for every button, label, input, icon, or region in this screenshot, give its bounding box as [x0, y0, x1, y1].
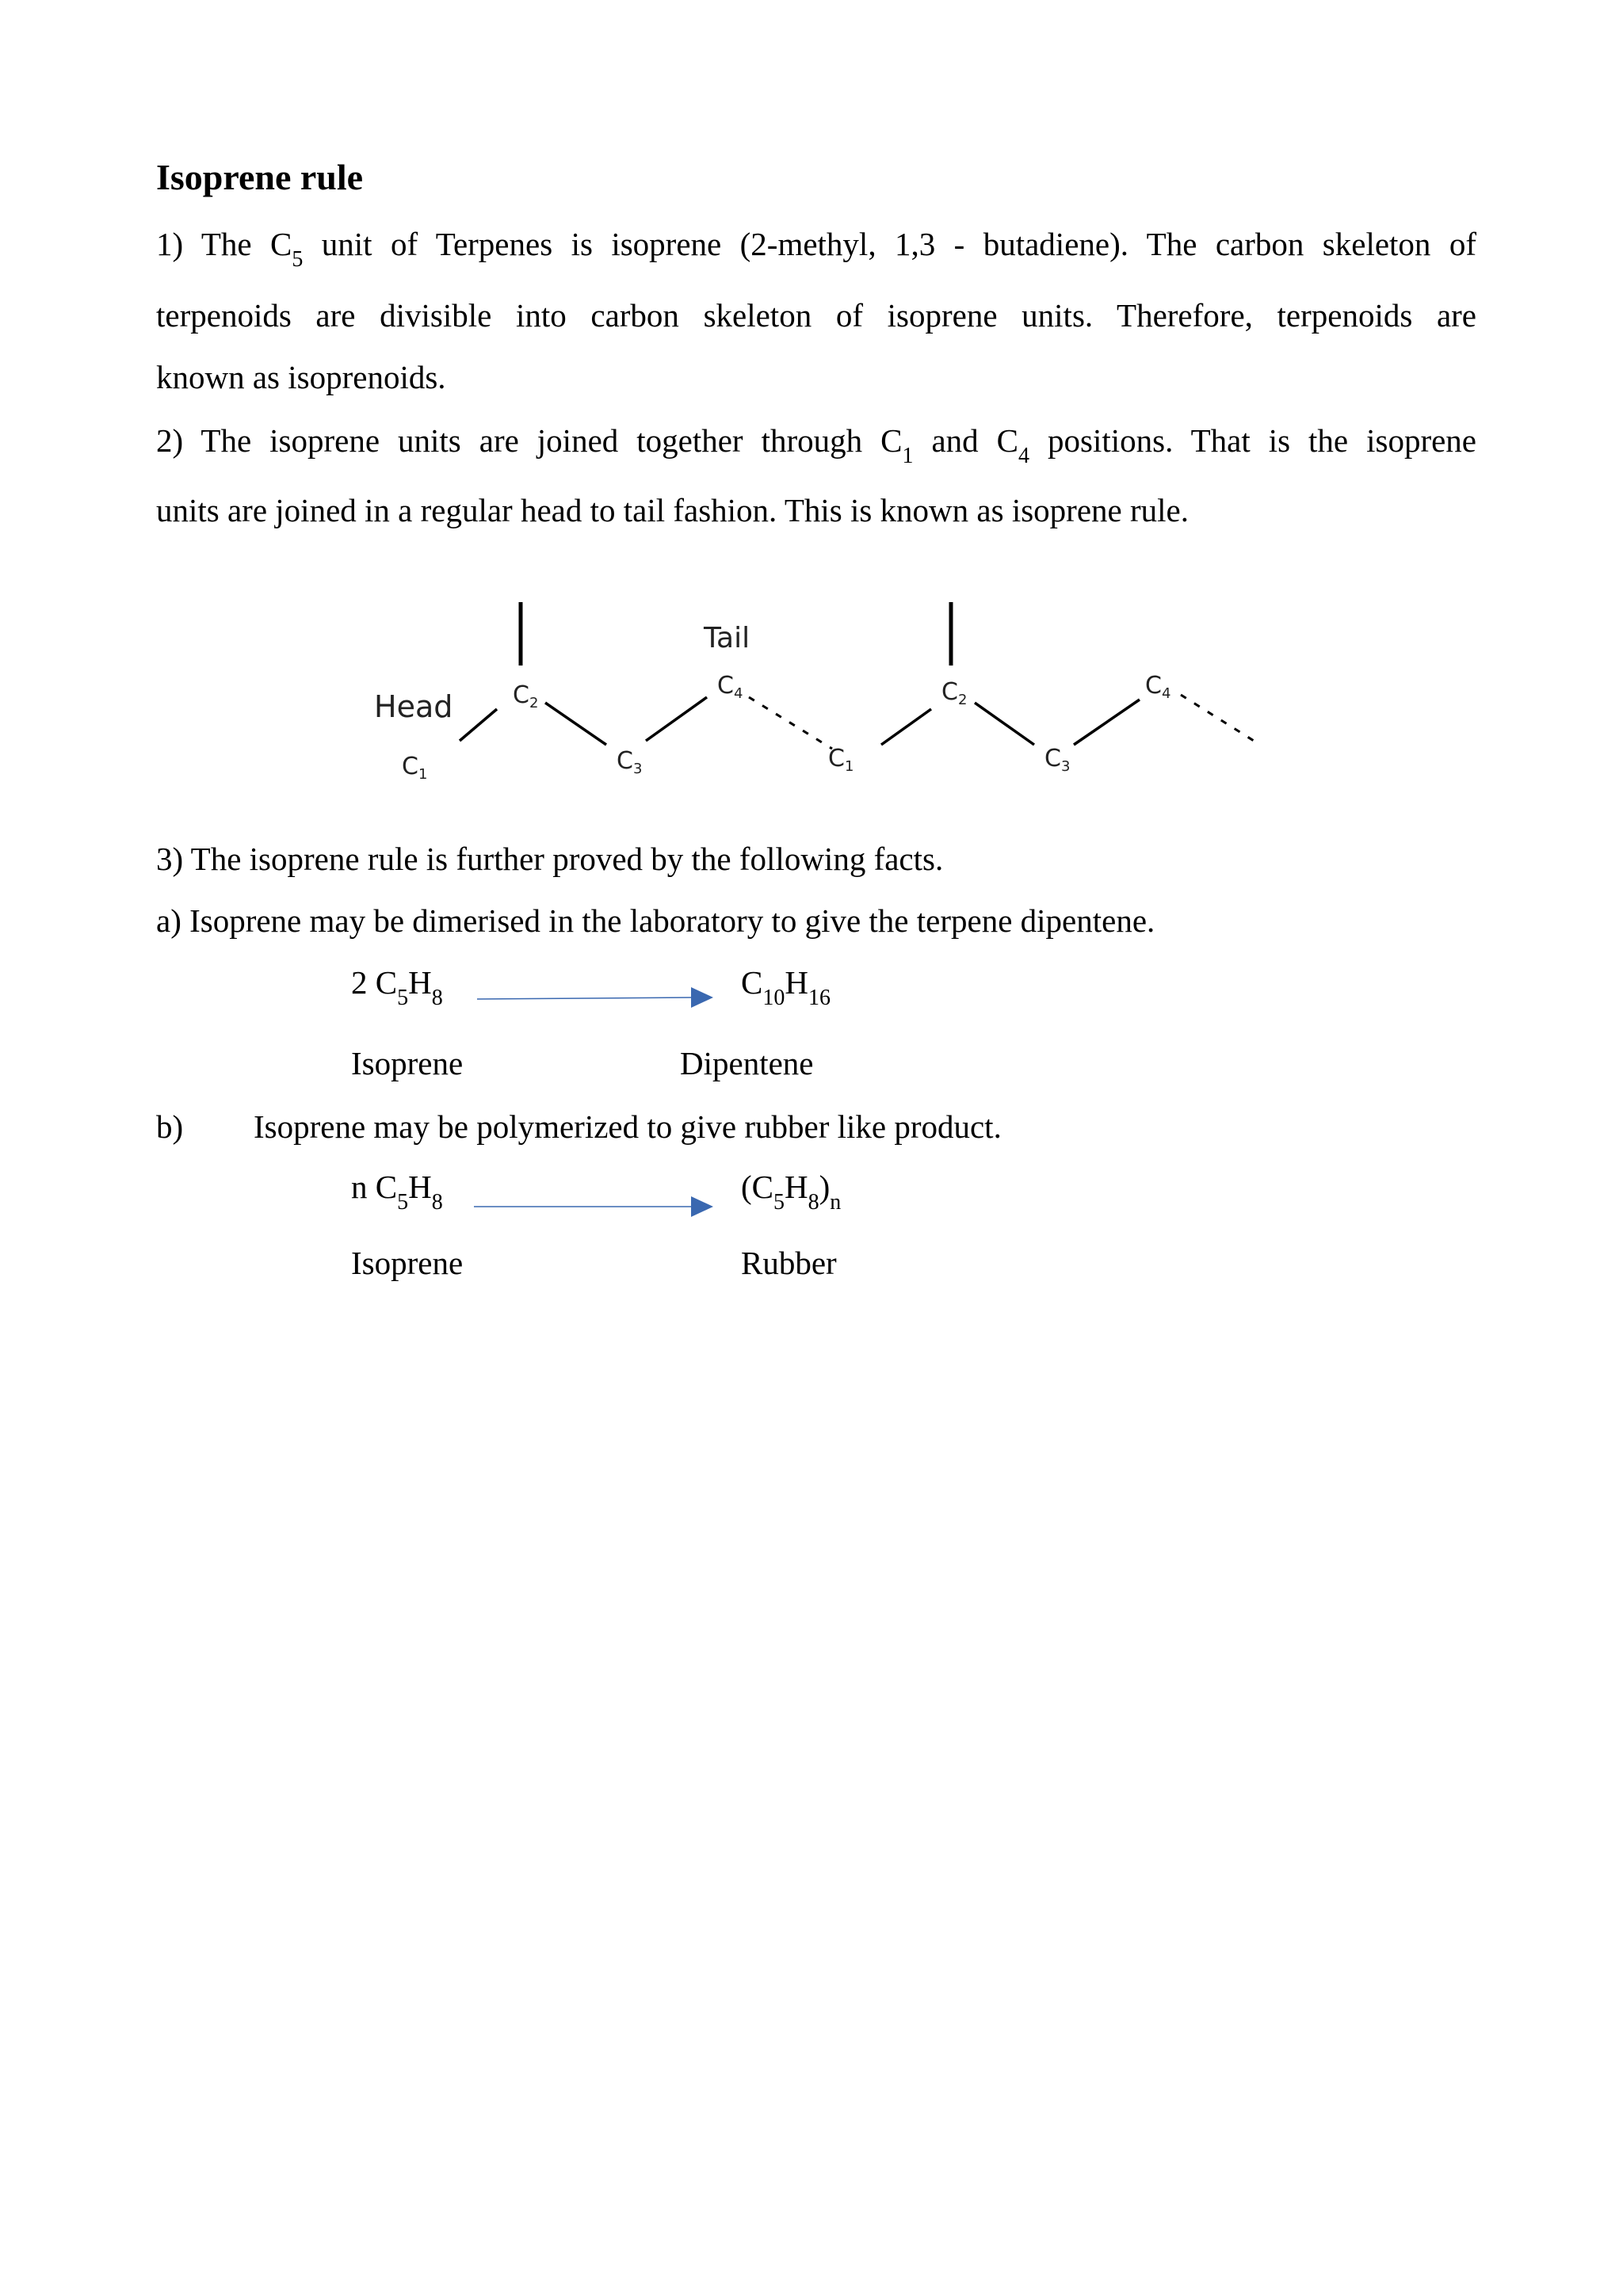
- fact-b-text: Isoprene may be polymerized to give rubber like product.: [254, 1108, 1002, 1145]
- bond: [1074, 700, 1140, 745]
- subscript: 1: [902, 444, 914, 468]
- fact-a-reactant-name: Isoprene: [351, 1045, 464, 1081]
- fact-b-marker: b): [156, 1108, 184, 1145]
- fact-b-product-name: Rubber: [741, 1245, 837, 1281]
- paragraph-1-line-3: known as isoprenoids.: [156, 359, 446, 395]
- fact-a-product-name: Dipentene: [680, 1045, 814, 1081]
- paragraph-1-line-1: [156, 220, 1476, 272]
- subscript: 4: [1018, 444, 1029, 468]
- fact-a-reactant-formula: 2 $C_5H_8$: [351, 964, 443, 1010]
- fact-b-reactant-formula: n $C_5H_8$: [351, 1169, 443, 1215]
- fact-a-text: a) Isoprene may be dimerised in the laboratory to give the terpene dipentene.: [156, 902, 1155, 939]
- atom-label: $C_3$: [617, 747, 643, 777]
- bond: [881, 709, 931, 745]
- atom-label: $C_4$: [717, 672, 743, 702]
- isoprene-chain-diagram: [365, 590, 1268, 796]
- atom-label: $C_3$: [1044, 745, 1071, 775]
- bond: [975, 703, 1034, 745]
- dashed-bond: [1181, 695, 1260, 745]
- reaction-arrow-icon: [472, 1192, 721, 1223]
- fact-a-product-formula: $C_{10}H_{16}$: [741, 964, 831, 1010]
- paragraph-2-line-1: [156, 417, 1477, 468]
- atom-label: $C_1$: [828, 745, 854, 775]
- atom-label: $C_4$: [1145, 672, 1171, 702]
- paragraph-1-line-2: terpenoids are divisible into carbon skeleton of isoprene units. Therefore, terpenoids are: [156, 297, 1476, 334]
- text-run: 2) The isoprene units are joined together through C: [156, 422, 903, 459]
- section-heading: Isoprene rule: [156, 157, 364, 197]
- paragraph-2-line-2: units are joined in a regular head to tail fashion. This is known as isoprene rule.: [156, 492, 1189, 528]
- text-run: 1) The C: [156, 226, 292, 262]
- atom-label: $C_2$: [941, 678, 968, 708]
- text-run: unit of Terpenes is isoprene (2-methyl, 1,3 - butadiene). The carbon skeleton of: [303, 226, 1476, 262]
- fact-b-product-formula: $(C_5H_8)_n$: [741, 1169, 842, 1215]
- reaction-arrow-icon: [475, 982, 721, 1014]
- bond: [646, 697, 707, 741]
- text-run: and C: [913, 422, 1018, 459]
- text-run: positions. That is the isoprene: [1029, 422, 1477, 459]
- head-label: Head: [374, 689, 453, 724]
- atom-label: $C_1$: [402, 753, 428, 783]
- tail-label: Tail: [704, 622, 750, 654]
- fact-b-reactant-name: Isoprene: [351, 1245, 464, 1281]
- dashed-bond: [749, 697, 832, 749]
- atom-label: $C_2$: [513, 681, 539, 711]
- bond: [460, 709, 497, 741]
- paragraph-3: 3) The isoprene rule is further proved by the following facts.: [156, 841, 944, 877]
- bond: [545, 703, 606, 745]
- subscript: 5: [292, 247, 304, 272]
